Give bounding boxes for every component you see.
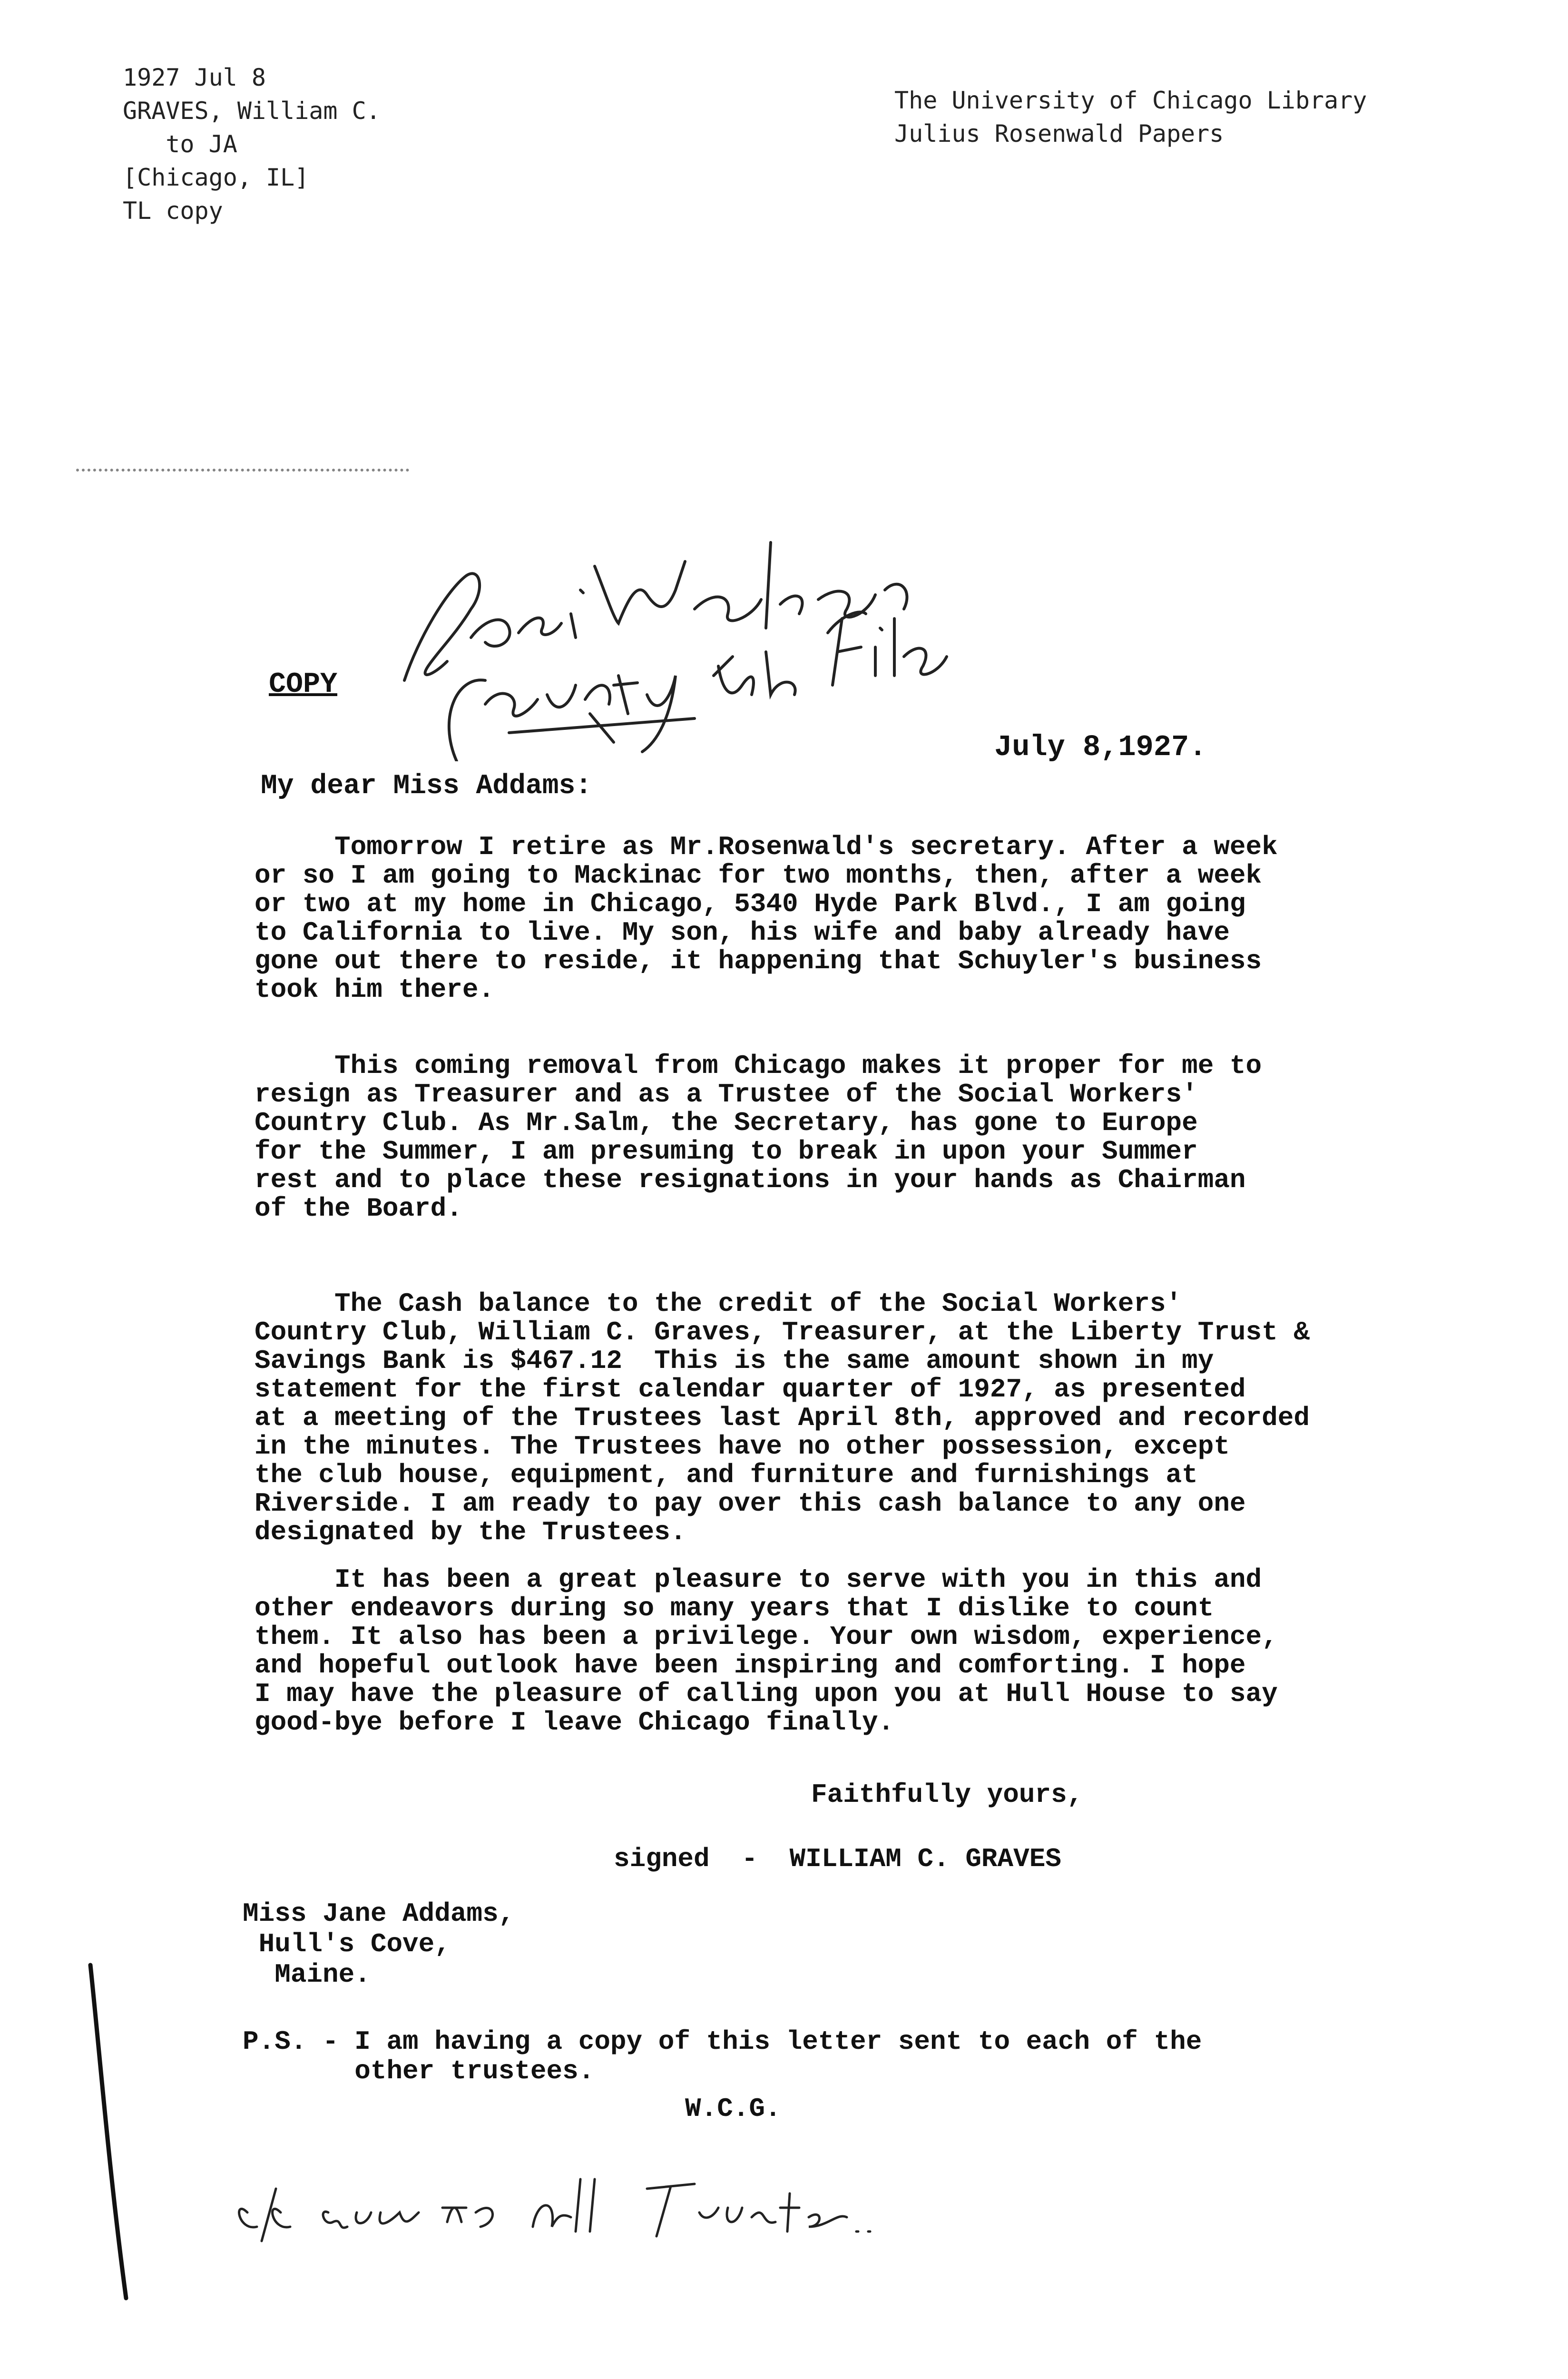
paragraph-line: to California to live. My son, his wife and baby already have — [255, 917, 1230, 948]
paragraph-line: Savings Bank is $467.12 This is the same amount shown in my — [255, 1346, 1214, 1376]
meta-line-place: [Chicago, IL] — [123, 164, 309, 191]
meta-line-date: 1927 Jul 8 — [123, 64, 266, 91]
paragraph-line: Country Club. As Mr.Salm, the Secretary, has gone to Europe — [255, 1108, 1198, 1138]
paragraph-line: the club house, equipment, and furniture and furnishings at — [255, 1460, 1198, 1490]
repository-name: The University of Chicago Library — [894, 87, 1367, 114]
complimentary-close: Faithfully yours, — [811, 1779, 1083, 1810]
paragraph-line: or so I am going to Mackinac for two months, then, after a week — [255, 860, 1262, 891]
paragraph-line: good-bye before I leave Chicago finally. — [255, 1707, 894, 1738]
paragraph-retirement — [255, 833, 1425, 1004]
paragraph-line: in the minutes. The Trustees have no other possession, except — [255, 1431, 1230, 1462]
paragraph-farewell — [255, 1565, 1425, 1737]
postscript-line: other trustees. — [243, 2056, 595, 2086]
archive-metadata — [123, 61, 381, 227]
paragraph-line: them. It also has been a privilege. Your own wisdom, experience, — [255, 1622, 1278, 1652]
paragraph-line: Tomorrow I retire as Mr.Rosenwald's secretary. After a week — [255, 832, 1278, 862]
meta-line-recipient: to JA — [123, 130, 237, 158]
paragraph-line: I may have the pleasure of calling upon you at Hull House to say — [255, 1679, 1278, 1709]
paragraph-resignation — [255, 1052, 1425, 1223]
address-line: Maine. — [243, 1959, 371, 1990]
address-line: Miss Jane Addams, — [243, 1898, 515, 1929]
postscript-line: P.S. - I am having a copy of this letter sent to each of the — [243, 2026, 1202, 2057]
recipient-address — [243, 1898, 514, 1990]
paragraph-line: statement for the first calendar quarter of 1927, as presented — [255, 1374, 1246, 1405]
paragraph-line: and hopeful outlook have been inspiring and comforting. I hope — [255, 1650, 1246, 1681]
paragraph-line: gone out there to reside, it happening that Schuyler's business — [255, 946, 1262, 976]
margin-pen-stroke — [81, 1960, 138, 2303]
paragraph-line: Country Club, William C. Graves, Treasurer, at the Liberty Trust & — [255, 1317, 1310, 1347]
paragraph-line: resign as Treasurer and as a Trustee of the Social Workers' — [255, 1079, 1198, 1110]
handwritten-footer-note — [228, 2160, 894, 2255]
paragraph-line: other endeavors during so many years that I dislike to count — [255, 1593, 1214, 1623]
paragraph-cash-balance — [255, 1289, 1425, 1546]
meta-line-type: TL copy — [123, 197, 223, 225]
signature-line: signed - WILLIAM C. GRAVES — [614, 1844, 1061, 1874]
initials: W.C.G. — [685, 2094, 781, 2124]
repository-label — [894, 84, 1367, 150]
paragraph-line: designated by the Trustees. — [255, 1517, 686, 1547]
letter-date: July 8,1927. — [994, 730, 1207, 764]
paragraph-line: rest and to place these resignations in your hands as Chairman — [255, 1165, 1246, 1195]
salutation: My dear Miss Addams: — [261, 771, 592, 802]
address-line: Hull's Cove, — [243, 1929, 451, 1959]
meta-line-author: GRAVES, William C. — [123, 97, 381, 125]
collection-name: Julius Rosenwald Papers — [894, 120, 1224, 147]
paragraph-line: took him there. — [255, 974, 495, 1005]
handwritten-annotation — [390, 495, 1009, 761]
postscript — [243, 2027, 1202, 2086]
scan-edge-mark — [76, 469, 409, 475]
paragraph-line: The Cash balance to the credit of the Social Workers' — [255, 1288, 1182, 1319]
copy-label: COPY — [269, 668, 338, 701]
paragraph-line: of the Board. — [255, 1193, 462, 1224]
paragraph-line: This coming removal from Chicago makes it proper for me to — [255, 1051, 1262, 1081]
paragraph-line: It has been a great pleasure to serve with you in this and — [255, 1564, 1262, 1595]
paragraph-line: for the Summer, I am presuming to break in upon your Summer — [255, 1136, 1198, 1167]
paragraph-line: or two at my home in Chicago, 5340 Hyde Park Blvd., I am going — [255, 889, 1246, 919]
paragraph-line: at a meeting of the Trustees last April 8th, approved and recorded — [255, 1403, 1310, 1433]
paragraph-line: Riverside. I am ready to pay over this cash balance to any one — [255, 1488, 1246, 1519]
